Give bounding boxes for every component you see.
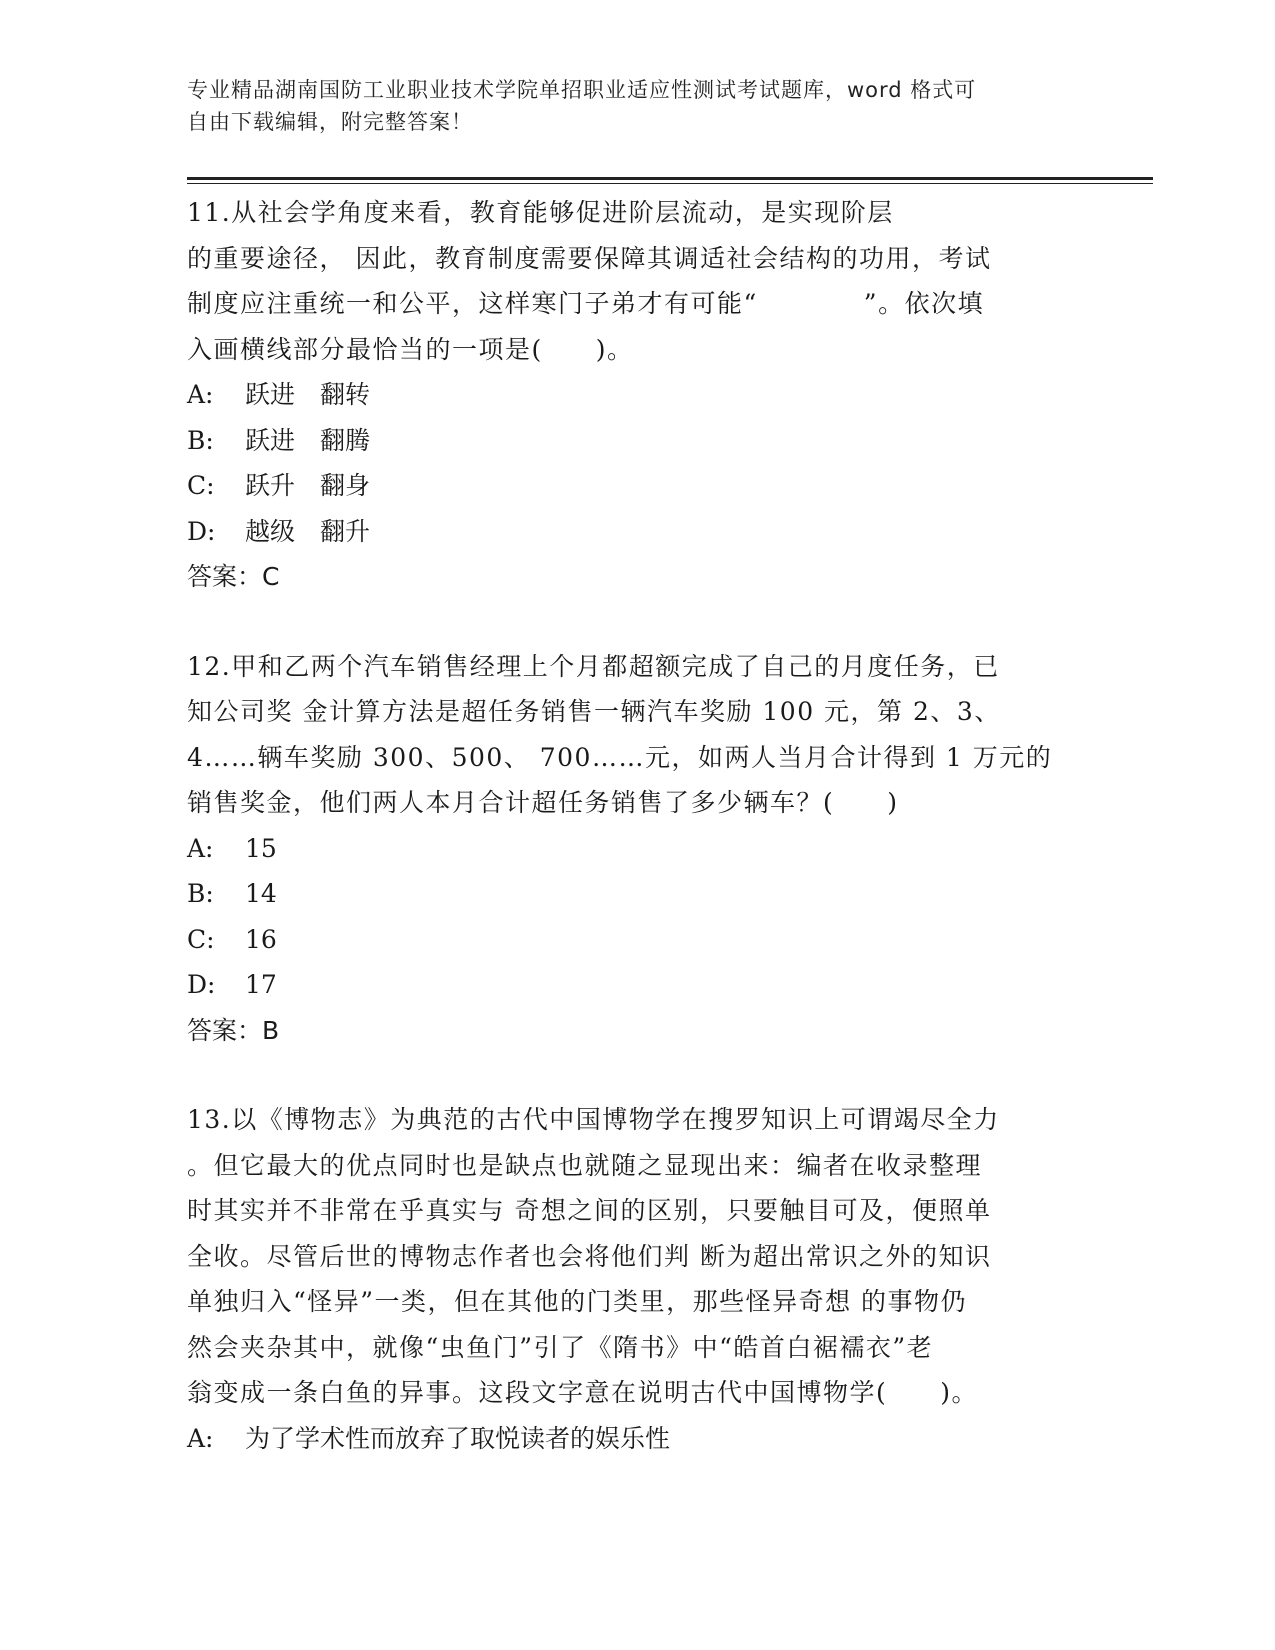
option-b (187, 418, 1087, 464)
option-label: A: (187, 833, 214, 863)
option-label: B: (187, 879, 214, 908)
question-stem-line: 11.从社会学角度来看，教育能够促进阶层流动，是实现阶层 (187, 198, 894, 227)
question-gap (187, 600, 1087, 644)
option-b (187, 871, 1087, 917)
option-text: 跃进 翻腾 (245, 425, 371, 455)
question-stem-line: 销售奖金，他们两人本月合计超任务销售了多少辆车？( ) (187, 788, 899, 817)
option-label: C: (187, 924, 215, 954)
option-text: 16 (245, 924, 277, 954)
answer-text: 答案：B (187, 1015, 280, 1045)
option-text: 为了学术性而放弃了取悦读者的娱乐性 (245, 1423, 671, 1453)
option-text: 跃升 翻身 (245, 471, 371, 500)
question-stem-line: 知公司奖 金计算方法是超任务销售一辆汽车奖励 100 元，第 2、3、 (187, 697, 1001, 726)
question-13 (187, 1097, 1087, 1461)
header-divider-thin (187, 183, 1153, 184)
option-text: 15 (245, 833, 277, 863)
question-stem-line: 4……辆车奖励 300、500、 700……元，如两人当月合计得到 1 万元的 (187, 742, 1053, 772)
question-12 (187, 644, 1087, 1054)
option-label: A: (187, 380, 214, 409)
option-d (187, 509, 1087, 555)
option-text: 17 (245, 970, 277, 999)
header-line-1: 专业精品湖南国防工业职业技术学院单招职业适应性测试考试题库，word 格式可 (187, 78, 977, 102)
question-stem-line: 然会夹杂其中，就像“虫鱼门”引了《隋书》中“皓首白裾襦衣”老 (187, 1332, 934, 1362)
option-text: 14 (245, 879, 277, 908)
question-list (187, 190, 1087, 1461)
option-text: 越级 翻升 (245, 516, 371, 546)
option-a (187, 826, 1087, 872)
option-label: A: (187, 1423, 214, 1453)
option-c (187, 463, 1087, 509)
question-stem-line: 翁变成一条白鱼的异事。这段文字意在说明古代中国博物学( )。 (187, 1378, 979, 1407)
option-a (187, 1416, 1087, 1462)
option-c (187, 917, 1087, 963)
question-stem-line: 时其实并不非常在乎真实与 奇想之间的区别，只要触目可及，便照单 (187, 1196, 992, 1225)
question-stem-line: 单独归入“怪异”一类，但在其他的门类里，那些怪异奇想 的事物仍 (187, 1287, 968, 1316)
question-stem-line: 13.以《博物志》为典范的古代中国博物学在搜罗知识上可谓竭尽全力 (187, 1105, 1000, 1134)
option-d (187, 962, 1087, 1008)
question-stem-line: 全收。尽管后世的博物志作者也会将他们判 断为超出常识之外的知识 (187, 1241, 992, 1271)
question-stem-line: 的重要途径， 因此，教育制度需要保障其调适社会结构的功用，考试 (187, 243, 992, 273)
page-header (187, 74, 1087, 138)
question-stem-line: 12.甲和乙两个汽车销售经理上个月都超额完成了自己的月度任务，已 (187, 651, 1000, 681)
option-label: B: (187, 425, 214, 455)
option-text: 跃进 翻转 (245, 380, 371, 409)
header-line-2: 自由下载编辑，附完整答案！ (187, 110, 473, 134)
question-stem-line: 。但它最大的优点同时也是缺点也就随之显现出来：编者在收录整理 (187, 1150, 983, 1180)
header-divider-thick (187, 177, 1153, 180)
question-11 (187, 190, 1087, 600)
question-stem-line: 入画横线部分最恰当的一项是( )。 (187, 334, 634, 364)
option-a (187, 372, 1087, 418)
option-label: D: (187, 970, 216, 999)
answer-text: 答案：C (187, 562, 280, 591)
question-gap (187, 1053, 1087, 1097)
option-label: C: (187, 471, 215, 500)
option-label: D: (187, 516, 216, 546)
question-stem-line: 制度应注重统一和公平，这样寒门子弟才有可能“ ”。依次填 (187, 289, 985, 318)
